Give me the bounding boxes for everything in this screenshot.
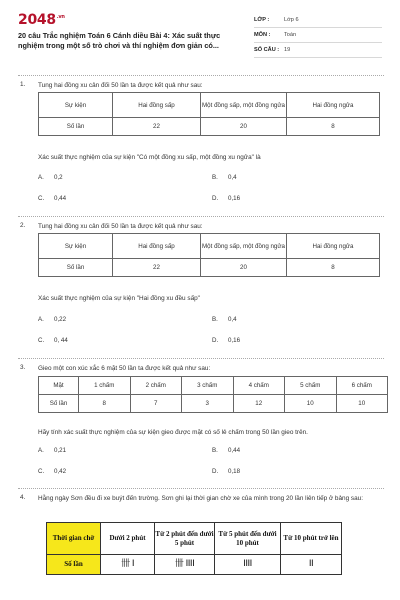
tally-cell: 卌 I <box>101 555 155 575</box>
data-table <box>38 376 388 413</box>
table-cell: Số lần <box>39 118 113 136</box>
question-prompt: Hãy tính xác suất thực nghiệm của sự kiện gieo được mặt có số lẻ chấm trong 50 lần gieo trên. <box>38 429 308 436</box>
question-number: 2. <box>20 222 26 229</box>
table-cell: 5 chấm <box>285 377 337 395</box>
table-cell: 1 chấm <box>79 377 131 395</box>
table-cell: 10 <box>336 395 388 413</box>
divider <box>18 488 384 489</box>
option-a[interactable]: A. 0,21 <box>38 447 67 454</box>
table-cell: 12 <box>233 395 285 413</box>
document-title: 20 câu Trắc nghiệm Toán 6 Cánh diều Bài 4: Xác suất thực nghiệm trong một số trò chơi và thí nghiệm đơn giản có... <box>18 31 221 50</box>
option-d[interactable]: D. 0,16 <box>212 337 241 344</box>
table-cell: 10 <box>285 395 337 413</box>
table-cell: 20 <box>201 259 287 277</box>
page-header <box>0 0 400 64</box>
table-cell: 8 <box>79 395 131 413</box>
table-cell: 3 chấm <box>182 377 234 395</box>
count-value: 19 <box>284 47 291 53</box>
divider <box>18 75 384 76</box>
table-cell: 8 <box>287 259 380 277</box>
question-number: 1. <box>20 81 26 88</box>
question-stem: Gieo một con xúc xắc 6 mặt 50 lần ta được kết quả như sau: <box>38 365 211 372</box>
table-cell: Sự kiện <box>39 234 113 259</box>
site-logo[interactable]: $2048^{.vn}$ <box>18 12 65 28</box>
question-stem: Tung hai đồng xu cân đối 50 lần ta được kết quả như sau: <box>38 223 203 230</box>
divider <box>18 216 384 217</box>
table-row <box>39 118 380 136</box>
option-c[interactable]: C. 0,42 <box>38 468 67 475</box>
table-row <box>39 234 380 259</box>
subject-value: Toán <box>284 32 297 38</box>
table-cell: Dưới 2 phút <box>101 523 155 555</box>
question-3 <box>18 364 384 482</box>
divider <box>18 358 384 359</box>
table-cell: 4 chấm <box>233 377 285 395</box>
table-row <box>47 555 342 575</box>
option-d[interactable]: D. 0,18 <box>212 468 241 475</box>
data-table <box>38 233 380 277</box>
option-d[interactable]: D. 0,16 <box>212 195 241 202</box>
table-cell: 2 chấm <box>130 377 182 395</box>
table-cell: Từ 10 phút trở lên <box>281 523 342 555</box>
question-4 <box>18 494 384 598</box>
table-row <box>47 523 342 555</box>
table-cell: Số lần <box>39 259 113 277</box>
table-cell: Số lần <box>39 395 79 413</box>
tally-cell: II <box>281 555 342 575</box>
wait-time-table <box>46 522 342 575</box>
question-prompt: Xác suất thực nghiệm của sự kiện "Có một đồng xu sấp, một đồng xu ngửa" là <box>38 154 261 161</box>
table-cell: Từ 2 phút đến dưới 5 phút <box>155 523 215 555</box>
table-row <box>39 259 380 277</box>
table-cell: Hai đồng ngửa <box>287 234 380 259</box>
subject-label: MÔN : <box>254 32 271 38</box>
table-cell: Hai đồng sấp <box>113 93 201 118</box>
option-b[interactable]: B. 0,44 <box>212 447 241 454</box>
question-number: 4. <box>20 494 26 501</box>
table-cell: 8 <box>287 118 380 136</box>
table-cell: 22 <box>113 118 201 136</box>
tally-cell: IIII <box>215 555 281 575</box>
table-cell: Từ 5 phút đến dưới 10 phút <box>215 523 281 555</box>
data-table <box>38 92 380 136</box>
option-a[interactable]: A. 0,2 <box>38 174 63 181</box>
count-row <box>254 43 382 58</box>
table-header-cell: Thời gian chờ <box>47 523 101 555</box>
table-cell: Hai đồng sấp <box>113 234 201 259</box>
table-cell: 6 chấm <box>336 377 388 395</box>
question-stem: Hằng ngày Sơn đều đi xe buýt đến trường. Sơn ghi lại thời gian chờ xe của mình trong 20 lần liên tiếp ở bảng sau: <box>38 495 364 502</box>
grade-value: Lớp 6 <box>284 17 299 23</box>
question-1 <box>18 81 384 211</box>
question-prompt: Xác suất thực nghiệm của sự kiện "Hai đồng xu đều sấp" <box>38 295 200 302</box>
table-cell: 22 <box>113 259 201 277</box>
grade-row <box>254 13 382 28</box>
table-cell: 7 <box>130 395 182 413</box>
option-c[interactable]: C. 0, 44 <box>38 337 68 344</box>
table-cell: Hai đồng ngửa <box>287 93 380 118</box>
table-cell: Sự kiện <box>39 93 113 118</box>
table-row <box>39 395 388 413</box>
table-cell: Mặt <box>39 377 79 395</box>
table-cell: Một đồng sấp, một đồng ngửa <box>201 234 287 259</box>
option-c[interactable]: C. 0,44 <box>38 195 67 202</box>
table-cell: 20 <box>201 118 287 136</box>
table-cell: Một đồng sấp, một đồng ngửa <box>201 93 287 118</box>
table-cell: 3 <box>182 395 234 413</box>
table-row <box>39 93 380 118</box>
option-b[interactable]: B. 0,4 <box>212 174 237 181</box>
grade-label: LỚP : <box>254 17 270 23</box>
table-row <box>39 377 388 395</box>
document-meta <box>254 13 382 58</box>
option-b[interactable]: B. 0,4 <box>212 316 237 323</box>
question-number: 3. <box>20 364 26 371</box>
count-label: SỐ CÂU : <box>254 47 280 53</box>
table-header-cell: Số lần <box>47 555 101 575</box>
option-a[interactable]: A. 0,22 <box>38 316 67 323</box>
subject-row <box>254 28 382 43</box>
question-2 <box>18 222 384 352</box>
question-stem: Tung hai đồng xu cân đối 50 lần ta được kết quả như sau: <box>38 82 203 89</box>
tally-cell: 卌 IIII <box>155 555 215 575</box>
